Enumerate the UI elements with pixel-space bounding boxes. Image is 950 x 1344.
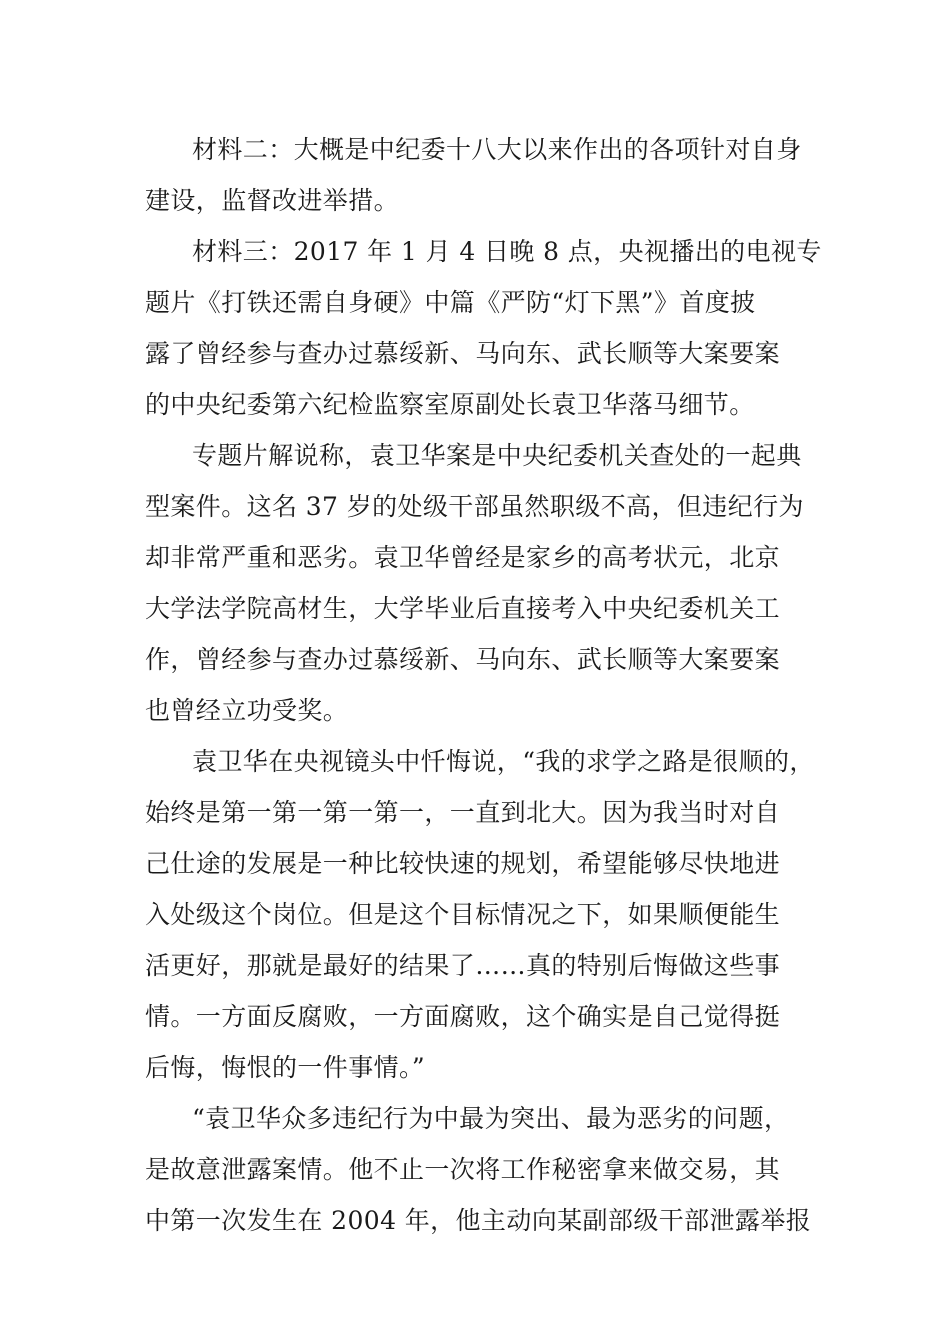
text-line: 作，曾经参与查办过慕绥新、马向东、武长顺等大案要案: [145, 645, 781, 674]
text-line: 题片《打铁还需自身硬》中篇《严防“灯下黑”》首度披: [145, 288, 756, 317]
text-line: 情。一方面反腐败，一方面腐败，这个确实是自己觉得挺: [145, 1002, 781, 1031]
text-line: 建设，监督改进举措。: [145, 186, 400, 215]
text-line: 己仕途的发展是一种比较快速的规划，希望能够尽快地进: [145, 849, 781, 878]
text-line: 入处级这个岗位。但是这个目标情况之下，如果顺便能生: [145, 900, 781, 929]
text-line: 袁卫华在央视镜头中忏悔说，“我的求学之路是很顺的，: [192, 747, 815, 776]
text-line: 材料三：2017 年 1 月 4 日晚 8 点，央视播出的电视专: [192, 237, 822, 266]
text-line: 活更好，那就是最好的结果了……真的特别后悔做这些事: [145, 951, 781, 980]
text-line: 材料二：大概是中纪委十八大以来作出的各项针对自身: [192, 135, 802, 164]
text-line: 大学法学院高材生，大学毕业后直接考入中央纪委机关工: [145, 594, 781, 623]
text-line: 的中央纪委第六纪检监察室原副处长袁卫华落马细节。: [145, 390, 755, 419]
text-line: 后悔，悔恨的一件事情。”: [145, 1053, 426, 1082]
text-line: 是故意泄露案情。他不止一次将工作秘密拿来做交易，其: [145, 1155, 781, 1184]
text-line: 型案件。这名 37 岁的处级干部虽然职级不高，但违纪行为: [145, 492, 804, 521]
text-line: 也曾经立功受奖。: [145, 696, 349, 725]
text-line: 却非常严重和恶劣。袁卫华曾经是家乡的高考状元，北京: [145, 543, 781, 572]
text-line: 始终是第一第一第一第一，一直到北大。因为我当时对自: [145, 798, 781, 827]
text-line: 中第一次发生在 2004 年，他主动向某副部级干部泄露举报: [145, 1206, 812, 1235]
text-line: “袁卫华众多违纪行为中最为突出、最为恶劣的问题，: [192, 1104, 790, 1133]
text-line: 专题片解说称，袁卫华案是中央纪委机关查处的一起典: [192, 441, 802, 470]
text-line: 露了曾经参与查办过慕绥新、马向东、武长顺等大案要案: [145, 339, 781, 368]
